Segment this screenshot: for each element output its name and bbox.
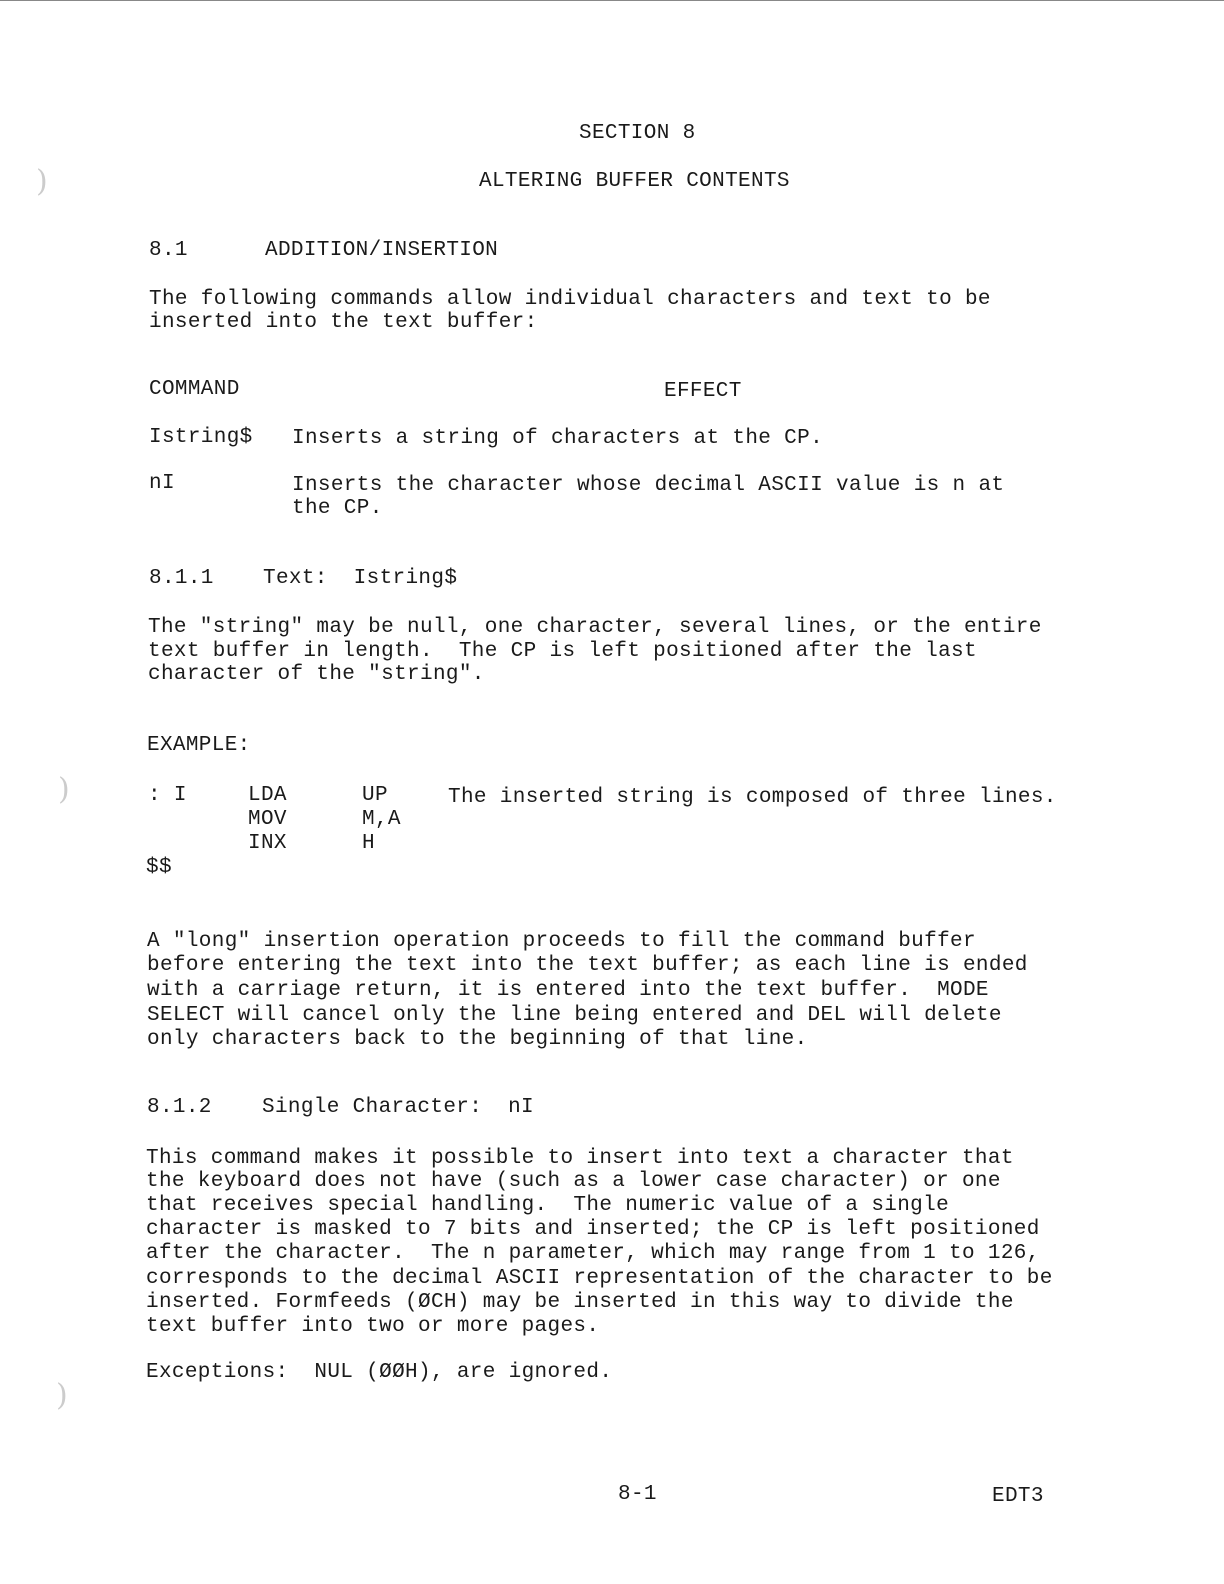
- paragraph-line: the keyboard does not have (such as a lower case character) or one: [146, 1170, 1001, 1193]
- paragraph-line: SELECT will cancel only the line being entered and DEL will delete: [147, 1004, 1002, 1027]
- heading-8-1-title: ADDITION/INSERTION: [265, 239, 499, 262]
- command-ni: nI: [149, 472, 175, 495]
- heading-8-1-1-title: Text: Istring$: [263, 567, 458, 590]
- effect-istring: Inserts a string of characters at the CP.: [292, 427, 824, 450]
- paragraph-line: inserted. Formfeeds (ØCH) may be inserted in this way to divide the: [146, 1291, 1014, 1314]
- document-id: EDT3: [992, 1485, 1044, 1508]
- paragraph-line: corresponds to the decimal ASCII representation of the character to be: [146, 1267, 1053, 1290]
- effect-ni-line: Inserts the character whose decimal ASCII value is n at: [292, 474, 1005, 497]
- intro-line: The following commands allow individual characters and text to be: [149, 288, 991, 311]
- heading-8-1-2-title: Single Character: nI: [262, 1096, 534, 1119]
- page-number: 8-1: [618, 1483, 657, 1506]
- paragraph-line: after the character. The n parameter, which may range from 1 to 126,: [146, 1242, 1040, 1265]
- table-header-command: COMMAND: [149, 378, 240, 401]
- paragraph-line: only characters back to the beginning of that line.: [147, 1028, 808, 1051]
- paragraph-line: text buffer into two or more pages.: [146, 1315, 600, 1338]
- paragraph-line: before entering the text into the text buffer; as each line is ended: [147, 954, 1028, 977]
- binder-hole-mark: ): [58, 772, 70, 807]
- paragraph-line: This command makes it possible to insert into text a character that: [146, 1147, 1014, 1170]
- example-prompt: : I: [148, 784, 187, 807]
- example-arg: H: [362, 832, 375, 855]
- heading-8-1-number: 8.1: [149, 239, 188, 262]
- intro-line: inserted into the text buffer:: [149, 311, 538, 334]
- example-terminator: $$: [146, 856, 172, 879]
- heading-8-1-2-number: 8.1.2: [147, 1096, 212, 1119]
- binder-hole-mark: ): [56, 1378, 68, 1413]
- example-arg: M,A: [362, 808, 401, 831]
- example-arg: UP: [362, 784, 388, 807]
- paragraph-line: character is masked to 7 bits and inserted; the CP is left positioned: [146, 1218, 1040, 1241]
- paragraph-line: with a carriage return, it is entered into the text buffer. MODE: [147, 979, 989, 1002]
- section-heading: SECTION 8: [579, 122, 696, 145]
- example-op: MOV: [248, 808, 287, 831]
- section-title: ALTERING BUFFER CONTENTS: [479, 170, 790, 193]
- example-label: EXAMPLE:: [147, 734, 251, 757]
- binder-hole-mark: ): [36, 164, 48, 199]
- exceptions-line: Exceptions: NUL (ØØH), are ignored.: [146, 1361, 613, 1384]
- paragraph-line: A "long" insertion operation proceeds to fill the command buffer: [147, 930, 976, 953]
- command-istring: Istring$: [149, 426, 253, 449]
- paragraph-line: The "string" may be null, one character, several lines, or the entire: [148, 616, 1042, 639]
- example-comment: The inserted string is composed of three lines.: [448, 786, 1057, 809]
- effect-ni-line: the CP.: [292, 497, 383, 520]
- table-header-effect: EFFECT: [664, 380, 742, 403]
- paragraph-line: that receives special handling. The numeric value of a single: [146, 1194, 950, 1217]
- paragraph-line: character of the "string".: [148, 663, 485, 686]
- heading-8-1-1-number: 8.1.1: [149, 567, 214, 590]
- paragraph-line: text buffer in length. The CP is left positioned after the last: [148, 640, 977, 663]
- example-op: LDA: [248, 784, 287, 807]
- example-op: INX: [248, 832, 287, 855]
- scan-top-edge: [0, 0, 1224, 1]
